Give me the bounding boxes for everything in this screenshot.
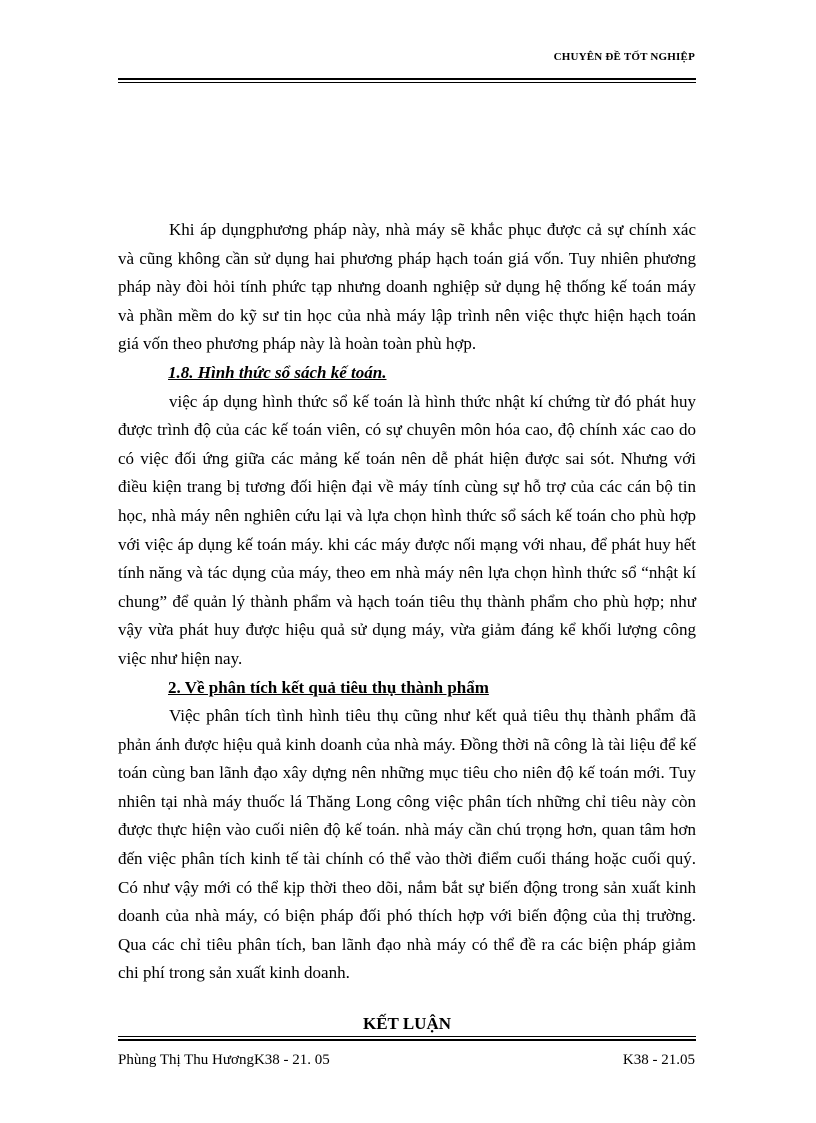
conclusion-heading: KẾT LUẬN	[362, 1014, 451, 1034]
section-heading-sales-analysis: 2. Về phân tích kết quả tiêu thụ thành phẩm	[168, 677, 489, 697]
paragraph-sales-analysis: Việc phân tích tình hình tiêu thụ cũng như kết quả tiêu thụ thành phẩm đã phản ánh được hiệu quả kinh doanh của nhà máy. Đồng thời nã công là tài liệu để kế toán cùng ban lãnh đạo xây dựng nên những mục tiêu cho niên độ kế toán mới. Tuy nhiên tại nhà máy thuốc lá Thăng Long công việc phân tích những chỉ tiêu này còn được thực hiện vào cuối niên độ kế toán. nhà máy cần chú trọng hơn, quan tâm hơn đến việc phân tích kinh tế tài chính có thể vào thời điểm cuối tháng hoặc cuối quý. Có như vậy mới có thể kịp thời theo dõi, nắm bắt sự biến động trong sản xuất kinh doanh của nhà máy, có biện pháp đối phó thích hợp với biến động của thị trường. Qua các chỉ tiêu phân tích, ban lãnh đạo nhà máy có thể đề ra các biện pháp giảm chi phí trong sản xuất kinh doanh.	[118, 706, 696, 983]
footer-class-code: K38 - 21.05	[622, 1052, 695, 1068]
header-rule-thin	[118, 82, 696, 83]
footer-author: Phùng Thị Thu HươngK38 - 21. 05	[118, 1052, 330, 1068]
document-body	[118, 216, 696, 1039]
paragraph-accounting-books: việc áp dụng hình thức sổ kế toán là hình thức nhật kí chứng từ đó phát huy được trình độ của các kế toán viên, có sự chuyên môn hóa cao, độ chính xác cao do có việc đối ứng giữa các mảng kế toán nên dễ phát hiện được sai sót. Nhưng với điều kiện trang bị tương đối hiện đại về máy tính cùng sự hỗ trợ của các cán bộ tin học, nhà máy nên nghiên cứu lại và lựa chọn hình thức sổ sách kế toán cho phù hợp với việc áp dụng kế toán máy. khi các máy được nối mạng với nhau, để phát huy hết tính năng và tác dụng của máy, theo em nhà máy nên lựa chọn hình thức sổ “nhật kí chung” để quản lý thành phẩm và hạch toán tiêu thụ thành phẩm cho phù hợp; như vậy vừa phát huy được hiệu quả sử dụng máy, vừa giảm đáng kể khối lượng công việc như hiện nay.	[118, 391, 696, 668]
paragraph-cost-method: Khi áp dụngphương pháp này, nhà máy sẽ khắc phục được cả sự chính xác và cũng không cần sử dụng hai phương pháp hạch toán giá vốn. Tuy nhiên phương pháp này đòi hỏi tính phức tạp nhưng doanh nghiệp sử dụng hệ thống kế toán máy và phần mềm do kỹ sư tin học của nhà máy lập trình nên việc thực hiện hạch toán giá vốn theo phương pháp này là hoàn toàn phù hợp.	[118, 220, 696, 354]
header-title: CHUYÊN ĐỀ TỐT NGHIỆP	[553, 51, 695, 63]
footer-rule-thick	[118, 1039, 696, 1041]
header-rule-thick	[118, 78, 696, 80]
footer-rule-thin	[118, 1036, 696, 1037]
section-heading-accounting-books: 1.8. Hình thức sổ sách kế toán.	[168, 362, 387, 382]
